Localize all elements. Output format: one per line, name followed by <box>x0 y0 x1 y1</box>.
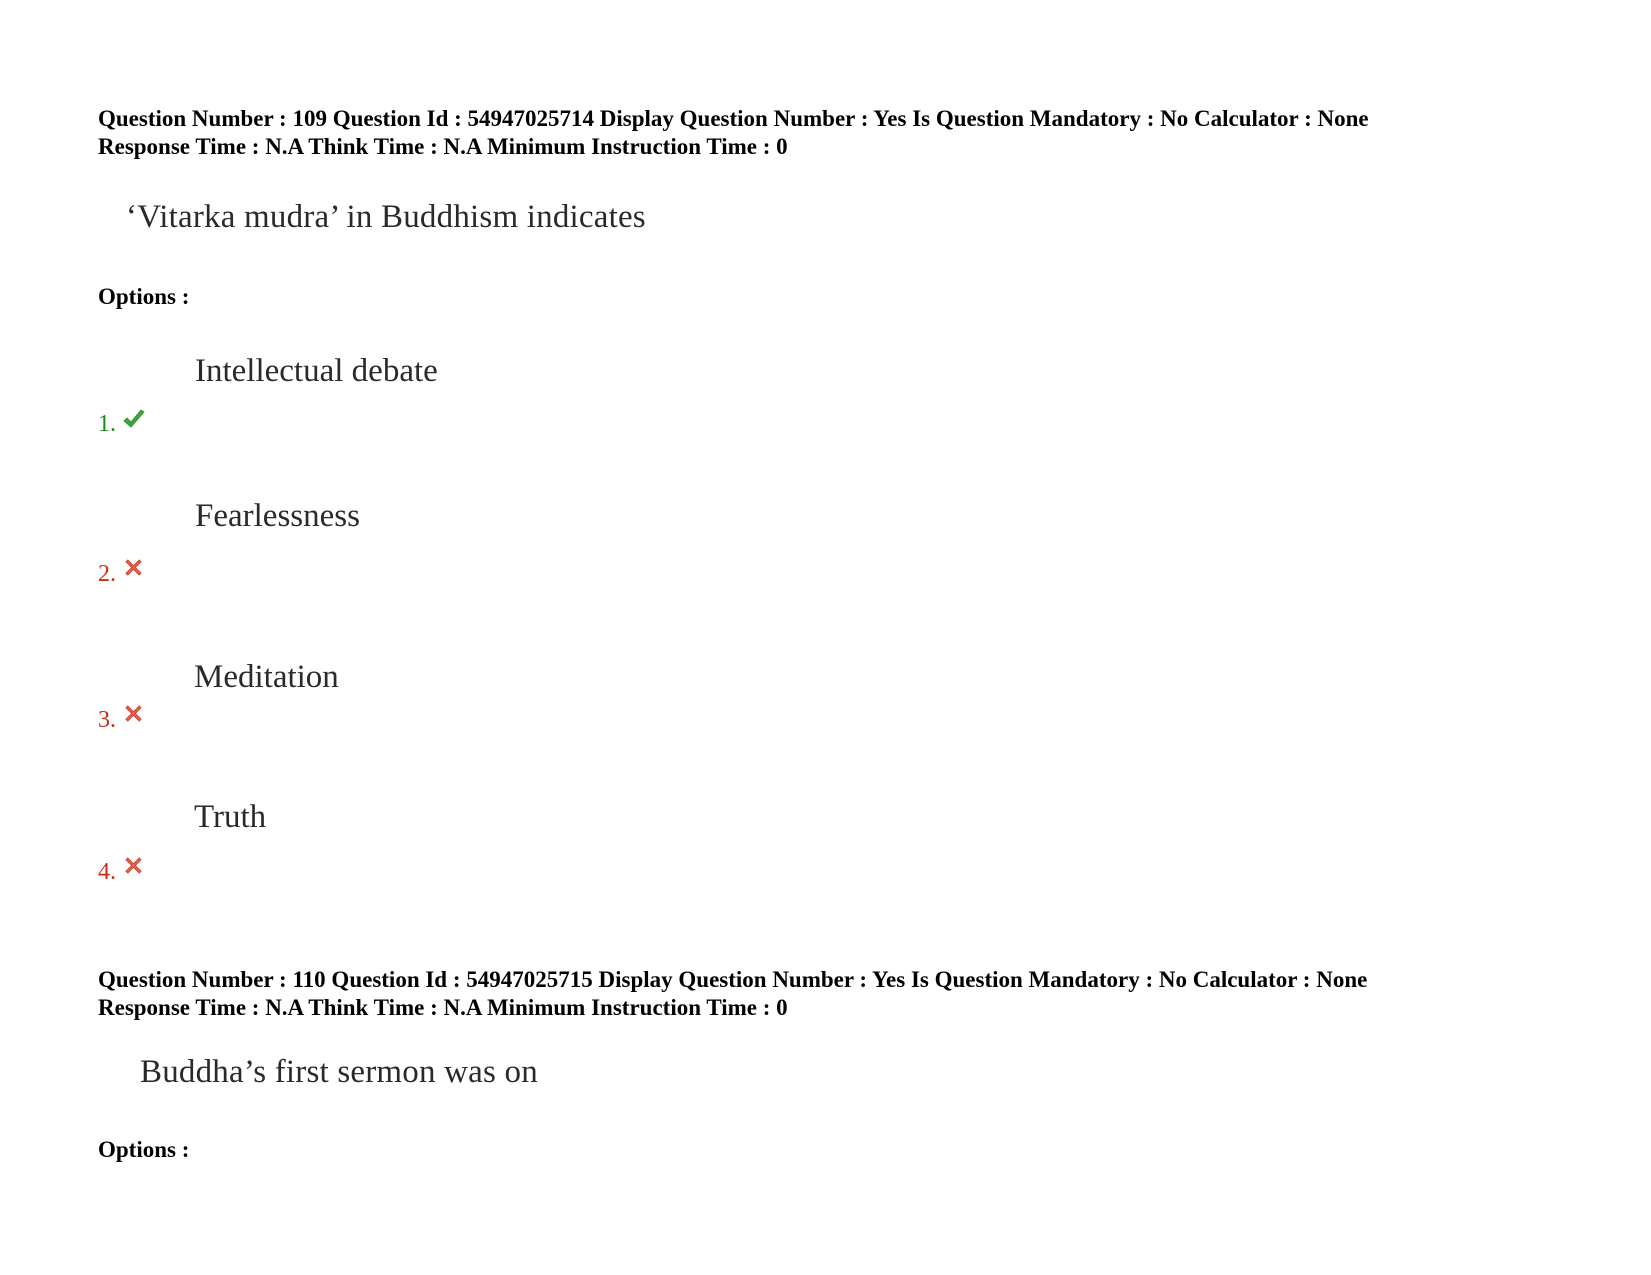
question-meta-line-2: Response Time : N.A Think Time : N.A Minimum Instruction Time : 0 <box>98 995 788 1020</box>
cross-icon <box>124 704 143 723</box>
option-4-number: 4. <box>98 859 116 885</box>
question-meta-line-1: Question Number : 109 Question Id : 54947025714 Display Question Number : Yes Is Question Mandatory : No Calculator : None <box>98 106 1369 131</box>
cross-icon <box>124 558 143 577</box>
question-109-options-label: Options : <box>98 284 190 309</box>
question-meta-line-1: Question Number : 110 Question Id : 54947025715 Display Question Number : Yes Is Question Mandatory : No Calculator : None <box>98 967 1368 992</box>
cross-icon <box>124 856 143 875</box>
option-3-text: Meditation <box>194 659 339 695</box>
question-meta-line-2: Response Time : N.A Think Time : N.A Minimum Instruction Time : 0 <box>98 134 788 159</box>
option-3-number: 3. <box>98 707 116 733</box>
question-110-options-label: Options : <box>98 1137 190 1162</box>
option-1-number: 1. <box>98 411 116 437</box>
question-110-stem: Buddha’s first sermon was on <box>140 1054 538 1090</box>
option-4-text: Truth <box>194 799 267 835</box>
option-2-text: Fearlessness <box>195 498 360 534</box>
option-1-text: Intellectual debate <box>195 353 438 389</box>
question-109-meta <box>98 105 1369 161</box>
option-2-number: 2. <box>98 561 116 587</box>
question-109-stem: ‘Vitarka mudra’ in Buddhism indicates <box>126 199 646 235</box>
question-110-meta <box>98 966 1367 1022</box>
check-icon <box>122 408 146 432</box>
